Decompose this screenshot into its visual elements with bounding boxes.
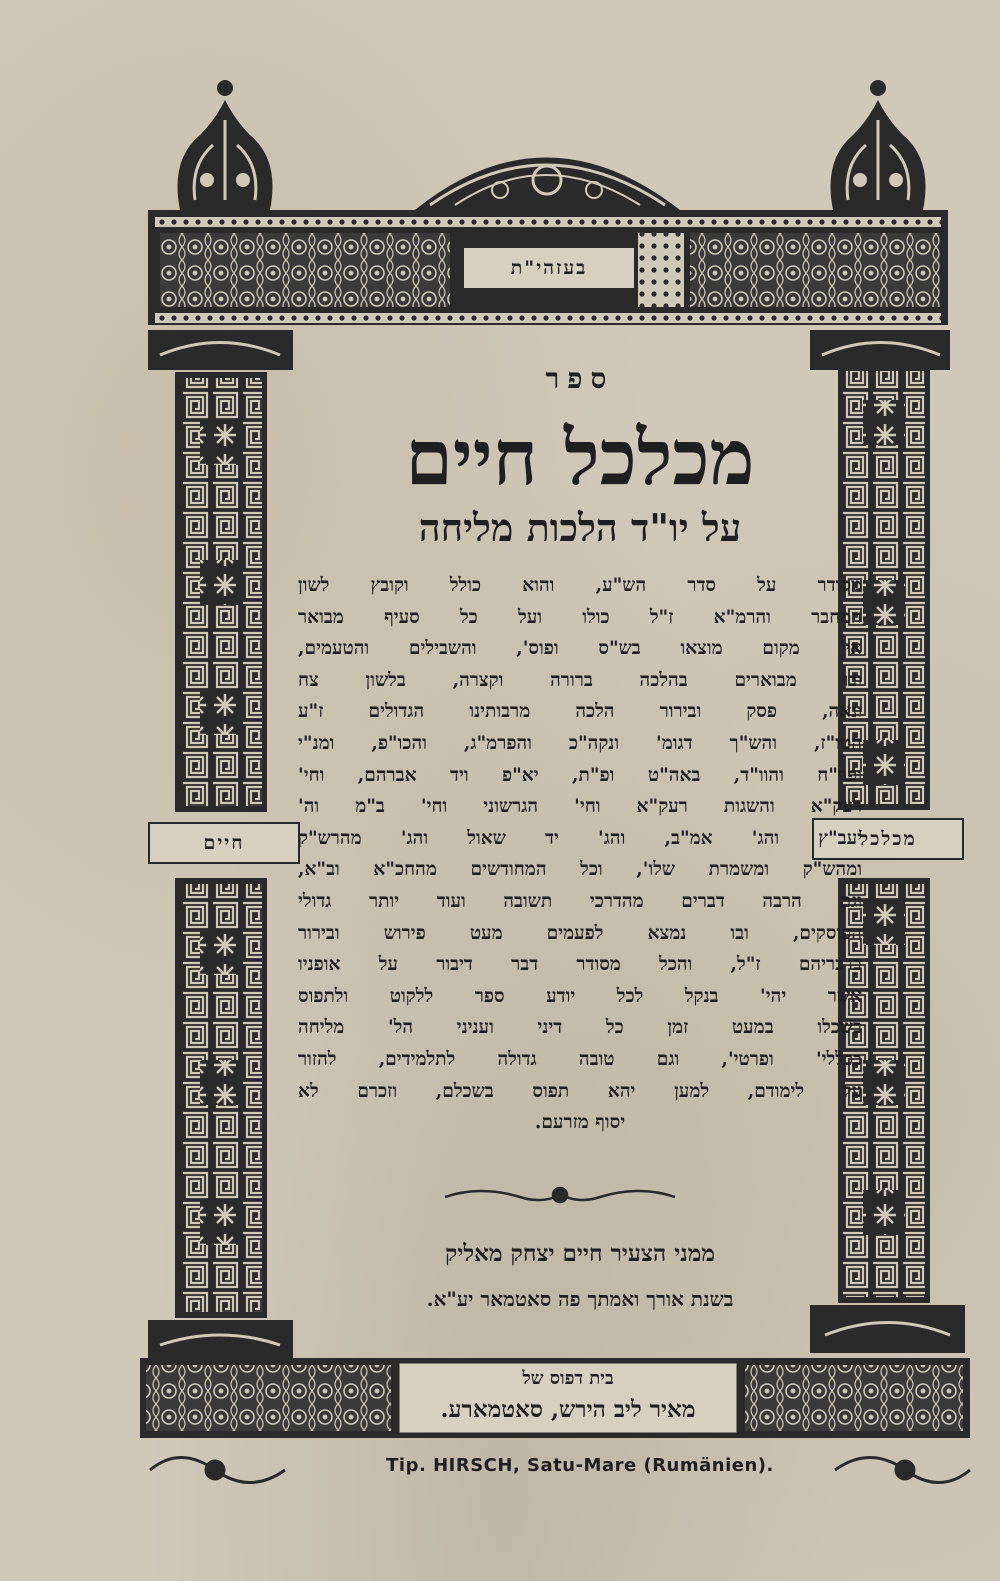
body-line: הטו"ז, והש"ך דגומ' ונקה"כ והפרמ"ג, והכו"פ, ומנ"י [298, 732, 862, 754]
body-line: מסודר על סדר הש"ע, והוא כולל וקובץ לשון [298, 575, 862, 596]
body-line: ופר"ח והוו"ד, באה"ט ופ"ת, יא"פ ויד אברהם, וחי' [298, 764, 862, 786]
top-label: בעזהי"ת [462, 246, 636, 290]
body-line: יסוף מזרעם. [534, 1112, 626, 1134]
printer-line-1: בית דפוס של [522, 1368, 614, 1389]
body-line: בדבריהם ז"ל, והכל מסודר דבר דיבור על אופניו [298, 954, 862, 976]
right-finial [831, 80, 926, 210]
page-title: מכלכל חיים [405, 413, 755, 502]
body-line: אשר יהי' בנקל לכל יודע ספר ללקוט ולתפוס [298, 985, 862, 1007]
printer-latin: Tip. HIRSCH, Satu-Mare (Rumänien). [386, 1455, 774, 1476]
body-line: וגם הרבה דברים מהדרכי תשובה ועוד יותר גדולי [298, 890, 862, 912]
printer-line-2: מאיר ליב הירש, סאטמארע. [440, 1396, 696, 1423]
page-subtitle: על יו"ד הלכות מליחה [418, 505, 742, 550]
body-line: ומהש"ק ומשמרת שלו', וכל המחודשים מהחכ"א וב"א, [298, 859, 862, 881]
author-line: ממני הצעיר חיים יצחק מאליק [445, 1240, 715, 1267]
body-line: על לימודם, למען יהא תפוס בשכלם, וזכרם לא [298, 1080, 862, 1102]
body-line: אי' מקום מוצאו בש"ס ופוס', והשבילים והטעמים, [298, 638, 862, 660]
right-side-label: מכלכל [812, 818, 964, 860]
body-line: הפוסקים, ובו נמצא לפעמים מעט פירוש ובירור [298, 922, 862, 944]
body-line: ובו מבוארים בהלכה ברורה וקצרה, בלשון צח [298, 669, 862, 691]
body-line: יעב"ץ והג' אמ"ב, והג' יד שאול והג' מהרש"ק [298, 827, 862, 849]
title-kicker: ספר [545, 362, 615, 395]
body-line: בכללי' ופרטי', וגם טובה גדולה לתלמידים, להזור [298, 1048, 862, 1070]
publication-line: בשנת אורך ואמתך פה סאטמאר יע"א. [426, 1287, 734, 1311]
left-finial [178, 80, 273, 210]
body-line: ונאה, פסק ובירור הלכה מרבותינו הגדולים ז"ע [298, 701, 862, 723]
divider-flourish [445, 1188, 675, 1202]
top-arch [415, 158, 680, 211]
left-side-label: חיים [148, 822, 300, 864]
body-text [298, 570, 862, 1139]
body-line: בשכלו במעט זמן כל דיני ועניני הל' מליחה [298, 1017, 862, 1039]
body-line: רעק"א והשגות רעק"א וחי' הגרשוני וחי' ב"מ וה' [298, 796, 862, 818]
bottom-left-ornament [150, 1458, 285, 1483]
body-line: המחבר והרמ"א ז"ל כולו ועל כל סעיף מבואר [298, 606, 862, 628]
